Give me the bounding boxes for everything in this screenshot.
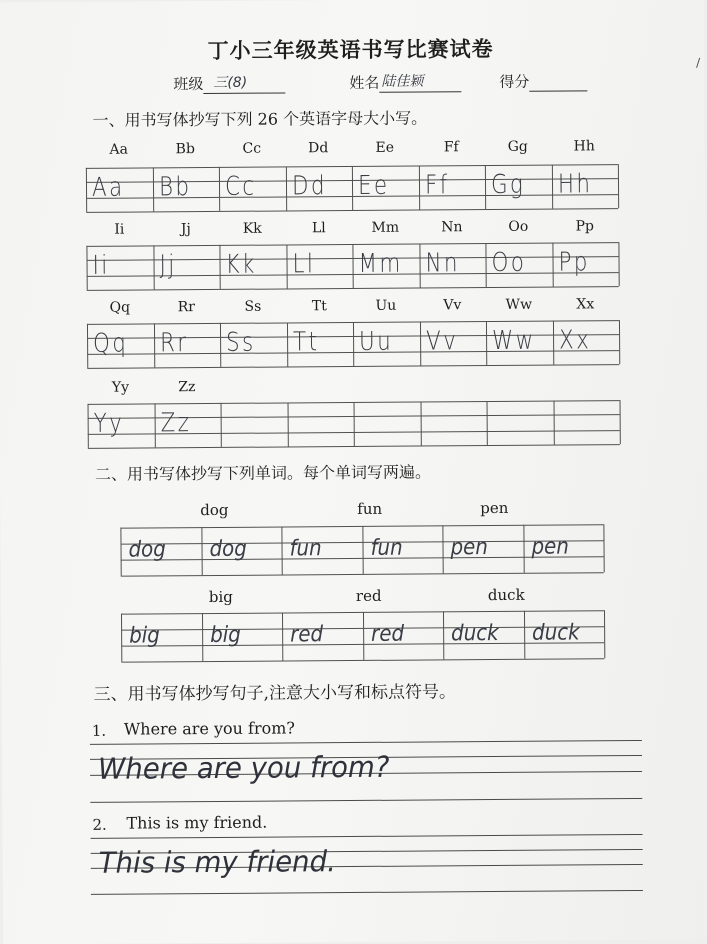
grid-divider bbox=[419, 244, 420, 288]
letter-header: Yy bbox=[111, 379, 130, 396]
letter-header: Cc bbox=[242, 140, 262, 157]
grid-divider bbox=[523, 525, 524, 573]
letter-header: Mm bbox=[371, 219, 400, 236]
class-handwriting: 三(8) bbox=[213, 74, 248, 91]
letter-header: Rr bbox=[177, 299, 196, 316]
grid-divider bbox=[620, 400, 621, 444]
grid-divider bbox=[86, 168, 87, 212]
handwritten-letter: Zz bbox=[160, 408, 191, 439]
handwritten-word: duck bbox=[451, 620, 499, 647]
writing-line bbox=[90, 798, 642, 803]
section3-heading: 三、用书写体抄写句子,注意大小写和标点符号。 bbox=[93, 682, 457, 705]
handwritten-letter: Hh bbox=[557, 169, 593, 200]
score-field bbox=[499, 70, 587, 92]
grid-divider bbox=[120, 528, 121, 576]
sentence-number: 2. bbox=[92, 815, 107, 834]
handwritten-letter: Bb bbox=[158, 172, 192, 203]
word-header: fun bbox=[357, 499, 383, 518]
handwritten-letter: Ww bbox=[491, 325, 536, 357]
grid-divider bbox=[604, 610, 605, 658]
handwritten-word: fun bbox=[289, 536, 322, 562]
letter-header: Xx bbox=[576, 296, 595, 313]
letter-header: Dd bbox=[308, 140, 329, 157]
handwritten-word: big bbox=[209, 622, 241, 649]
name-blank bbox=[379, 73, 461, 93]
word-header: big bbox=[208, 587, 233, 607]
grid-divider bbox=[485, 243, 486, 287]
grid-divider bbox=[603, 524, 604, 572]
letter-grid bbox=[86, 164, 618, 212]
handwritten-letter: Cc bbox=[224, 171, 257, 202]
sentence-prompt: This is my friend. bbox=[126, 812, 268, 833]
grid-divider bbox=[152, 167, 153, 211]
grid-divider bbox=[552, 321, 553, 365]
letter-header: Qq bbox=[109, 299, 131, 316]
letter-header: Ss bbox=[244, 298, 262, 315]
grid-divider bbox=[486, 321, 487, 365]
handwritten-sentence: This is my friend. bbox=[98, 844, 336, 880]
handwritten-letter: Pp bbox=[557, 247, 590, 278]
letter-header: Vv bbox=[443, 297, 462, 314]
grid-divider bbox=[86, 246, 87, 290]
score-blank bbox=[529, 72, 587, 91]
grid-divider bbox=[153, 323, 154, 367]
letter-header: Hh bbox=[573, 138, 595, 155]
handwritten-letter: Dd bbox=[291, 171, 327, 202]
grid-divider bbox=[553, 401, 554, 445]
letter-grid bbox=[88, 400, 620, 448]
grid-divider bbox=[352, 166, 353, 210]
grid-divider bbox=[286, 322, 287, 366]
grid-divider bbox=[287, 402, 288, 446]
score-label: 得分 bbox=[499, 72, 530, 91]
sentence-prompt: Where are you from? bbox=[123, 718, 296, 739]
letter-grid bbox=[86, 242, 618, 290]
grid-divider bbox=[618, 164, 619, 208]
letter-header: Nn bbox=[441, 219, 463, 236]
grid-divider bbox=[619, 320, 620, 364]
grid-divider bbox=[443, 611, 444, 659]
edge-mark: / bbox=[696, 55, 701, 70]
word-header: pen bbox=[480, 498, 509, 518]
handwritten-letter: Ff bbox=[424, 170, 450, 201]
writing-line bbox=[91, 890, 643, 895]
grid-divider bbox=[362, 612, 363, 660]
handwritten-letter: Vv bbox=[425, 326, 458, 357]
class-label: 班级 bbox=[173, 75, 204, 94]
word-header: dog bbox=[200, 500, 229, 520]
letter-header: Ee bbox=[375, 139, 395, 156]
grid-divider bbox=[352, 244, 353, 288]
handwritten-letter: Gg bbox=[490, 169, 526, 201]
letter-header: Uu bbox=[375, 297, 397, 314]
letter-header: Ii bbox=[114, 221, 125, 238]
grid-divider bbox=[201, 527, 202, 575]
handwritten-letter: Jj bbox=[158, 250, 177, 281]
grid-divider bbox=[219, 167, 220, 211]
grid-divider bbox=[201, 613, 202, 661]
handwritten-letter: Ll bbox=[291, 249, 315, 280]
grid-divider bbox=[281, 526, 282, 574]
handwritten-sentence: Where are you from? bbox=[97, 749, 390, 786]
handwritten-word: dog bbox=[208, 536, 247, 563]
name-handwriting: 陆佳颖 bbox=[381, 73, 424, 90]
grid-divider bbox=[353, 322, 354, 366]
handwritten-letter: Yy bbox=[93, 408, 125, 439]
letter-header: Kk bbox=[242, 220, 262, 237]
handwritten-word: duck bbox=[531, 620, 580, 646]
grid-divider bbox=[219, 245, 220, 289]
letter-header: Tt bbox=[311, 298, 327, 315]
handwritten-letter: Mm bbox=[358, 248, 403, 279]
handwritten-word: pen bbox=[530, 534, 569, 560]
handwritten-letter: Rr bbox=[159, 328, 189, 359]
grid-divider bbox=[285, 166, 286, 210]
grid-divider bbox=[485, 165, 486, 209]
grid-divider bbox=[354, 402, 355, 446]
grid-divider bbox=[153, 245, 154, 289]
letter-header: Pp bbox=[575, 218, 595, 235]
grid-divider bbox=[551, 165, 552, 209]
letter-header: Jj bbox=[180, 221, 191, 238]
handwritten-word: dog bbox=[128, 537, 166, 563]
word-grid bbox=[120, 524, 603, 575]
handwritten-word: fun bbox=[369, 535, 403, 561]
grid-divider bbox=[221, 403, 222, 447]
letter-header: Oo bbox=[508, 218, 529, 235]
handwritten-letter: Uu bbox=[358, 326, 394, 357]
grid-divider bbox=[88, 404, 89, 448]
section1-heading: 一、用书写体抄写下列 26 个英语字母大小写。 bbox=[92, 108, 428, 130]
letter-header: Zz bbox=[178, 379, 196, 396]
grid-divider bbox=[87, 324, 88, 368]
grid-divider bbox=[286, 244, 287, 288]
handwritten-letter: Aa bbox=[91, 172, 125, 203]
word-header: red bbox=[355, 586, 382, 605]
grid-divider bbox=[419, 322, 420, 366]
name-field bbox=[349, 71, 461, 93]
writing-line bbox=[90, 740, 642, 745]
handwritten-letter: Tt bbox=[292, 327, 320, 358]
name-label: 姓名 bbox=[349, 73, 380, 93]
letter-header: Gg bbox=[507, 138, 528, 155]
letter-header: Bb bbox=[175, 141, 195, 158]
grid-divider bbox=[154, 403, 155, 447]
letter-grid bbox=[87, 320, 619, 368]
letter-header: Ww bbox=[505, 296, 533, 313]
handwritten-letter: Xx bbox=[558, 325, 591, 356]
grid-divider bbox=[552, 243, 553, 287]
handwritten-letter: Oo bbox=[491, 247, 527, 279]
grid-divider bbox=[121, 614, 122, 662]
handwritten-letter: Kk bbox=[225, 249, 257, 280]
grid-divider bbox=[618, 242, 619, 286]
grid-divider bbox=[442, 525, 443, 573]
handwritten-word: red bbox=[370, 621, 404, 647]
section2-heading: 二、用书写体抄写下列单词。每个单词写两遍。 bbox=[94, 462, 432, 484]
grid-divider bbox=[523, 611, 524, 659]
handwritten-letter: Ss bbox=[225, 327, 256, 358]
word-grid bbox=[121, 610, 604, 661]
grid-divider bbox=[362, 526, 363, 574]
letter-header: Ll bbox=[311, 220, 326, 237]
exam-title: 丁小三年级英语书写比赛试卷 bbox=[207, 36, 494, 64]
grid-divider bbox=[487, 401, 488, 445]
class-blank bbox=[203, 74, 285, 94]
grid-divider bbox=[220, 323, 221, 367]
handwritten-word: red bbox=[290, 622, 324, 648]
writing-line bbox=[91, 834, 643, 839]
handwritten-word: big bbox=[129, 623, 160, 649]
grid-divider bbox=[282, 612, 283, 660]
letter-header: Aa bbox=[109, 141, 129, 158]
handwritten-letter: Ii bbox=[92, 250, 110, 281]
handwritten-letter: Nn bbox=[424, 248, 460, 279]
handwritten-letter: Qq bbox=[93, 328, 129, 359]
class-field bbox=[173, 72, 285, 94]
sentence-number: 1. bbox=[91, 721, 107, 740]
handwritten-word: pen bbox=[450, 535, 488, 561]
grid-divider bbox=[418, 166, 419, 210]
word-header: duck bbox=[487, 585, 525, 605]
handwritten-letter: Ee bbox=[357, 170, 390, 201]
grid-divider bbox=[420, 402, 421, 446]
letter-header: Ff bbox=[443, 139, 459, 156]
